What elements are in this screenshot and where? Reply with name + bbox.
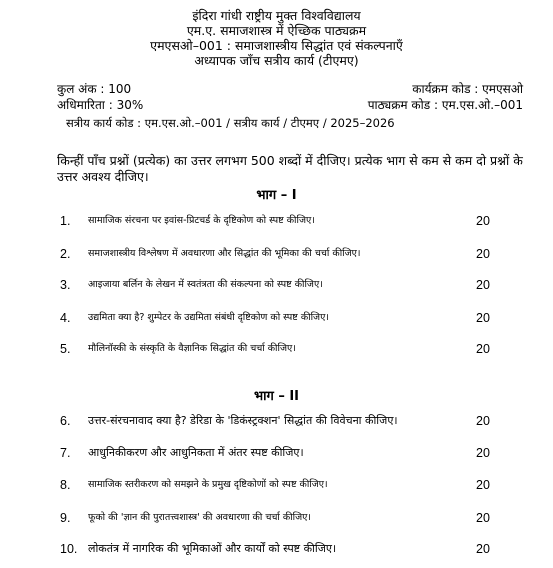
question-text: उत्तर-संरचनावाद क्या है? डेरिडा के 'डिकंस्ट्रक्शन' सिद्धांत की विवेचना कीजिए। (88, 414, 398, 427)
question-text: मौलिनॉस्की के संस्कृति के वैज्ञानिक सिद्धांत की चर्चा कीजिए। (88, 343, 296, 354)
question-text: सामाजिक स्तरीकरण को समझने के प्रमुख दृष्टिकोणों को स्पष्ट कीजिए। (88, 479, 328, 490)
question-row (0, 213, 553, 229)
programme-code: कार्यक्रम कोड : एमएसओ (412, 82, 523, 96)
question-row (0, 277, 553, 293)
programme-title: एम.ए. समाजशास्त्र में ऐच्छिक पाठ्यक्रम (186, 23, 367, 38)
question-text: फूको की 'ज्ञान की पुरातत्त्वशास्त्र' की अवधारणा की चर्चा कीजिए। (88, 512, 312, 523)
question-row (0, 246, 553, 262)
question-number: 7. (60, 446, 71, 460)
question-text: उद्यमिता क्या है? शुम्पेटर के उद्यमिता संबंधी दृष्टिकोण को स्पष्ट कीजिए। (88, 312, 329, 323)
instructions: किन्हीं पाँच प्रश्नों (प्रत्येक) का उत्तर लगभग 500 शब्दों में दीजिए। प्रत्येक भाग से कम से कम दो प्रश्नों के उत्तर अवश्य दीजिए। (57, 153, 523, 184)
assignment-title: अध्यापक जाँच सत्रीय कार्य (टीएमए) (194, 53, 359, 68)
question-text: लोकतंत्र में नागरिक की भूमिकाओं और कार्यों को स्पष्ट कीजिए। (88, 542, 337, 555)
question-number: 10. (60, 542, 78, 556)
question-row (0, 413, 553, 429)
question-marks: 20 (476, 478, 490, 492)
question-text: समाजशास्त्रीय विश्लेषण में अवधारणा और सिद्धांत की भूमिका की चर्चा कीजिए। (88, 248, 361, 259)
question-number: 4. (60, 311, 71, 325)
question-marks: 20 (476, 511, 490, 525)
university-name: इंदिरा गांधी राष्ट्रीय मुक्त विश्वविद्यालय (192, 8, 361, 23)
question-marks: 20 (476, 542, 490, 556)
assignment-code: सत्रीय कार्य कोड : एम.एस.ओ.–001 / सत्रीय कार्य / टीएमए / 2025–2026 (66, 116, 395, 130)
total-marks: कुल अंक : 100 (57, 82, 132, 96)
question-text: आधुनिकीकरण और आधुनिकता में अंतर स्पष्ट कीजिए। (88, 446, 304, 459)
question-row (0, 445, 553, 461)
section-title-part-1: भाग – I (256, 188, 297, 203)
question-marks: 20 (476, 214, 490, 228)
question-row (0, 477, 553, 493)
question-row (0, 510, 553, 526)
question-text: सामाजिक संरचना पर इवांस-प्रिटचर्ड के दृष्टिकोण को स्पष्ट कीजिए। (88, 215, 315, 226)
question-row (0, 310, 553, 326)
question-text: आइजाया बर्लिन के लेखन में स्वतंत्रता की संकल्पना को स्पष्ट कीजिए। (88, 279, 323, 290)
question-number: 1. (60, 214, 71, 228)
question-marks: 20 (476, 247, 490, 261)
course-title: एमएसओ–001 : समाजशास्त्रीय सिद्धांत एवं संकल्पनाएँ (150, 38, 403, 53)
question-row (0, 541, 553, 557)
question-marks: 20 (476, 278, 490, 292)
section-title-part-2: भाग – II (253, 389, 300, 404)
course-code: पाठ्यक्रम कोड : एम.एस.ओ.–001 (367, 98, 523, 112)
question-number: 6. (60, 414, 71, 428)
question-marks: 20 (476, 414, 490, 428)
question-marks: 20 (476, 342, 490, 356)
question-number: 9. (60, 511, 71, 525)
question-number: 5. (60, 342, 71, 356)
question-row (0, 341, 553, 357)
question-marks: 20 (476, 446, 490, 460)
question-marks: 20 (476, 311, 490, 325)
question-number: 8. (60, 478, 71, 492)
question-number: 2. (60, 247, 71, 261)
weightage: अधिमारिता : 30% (57, 98, 144, 112)
question-number: 3. (60, 278, 71, 292)
